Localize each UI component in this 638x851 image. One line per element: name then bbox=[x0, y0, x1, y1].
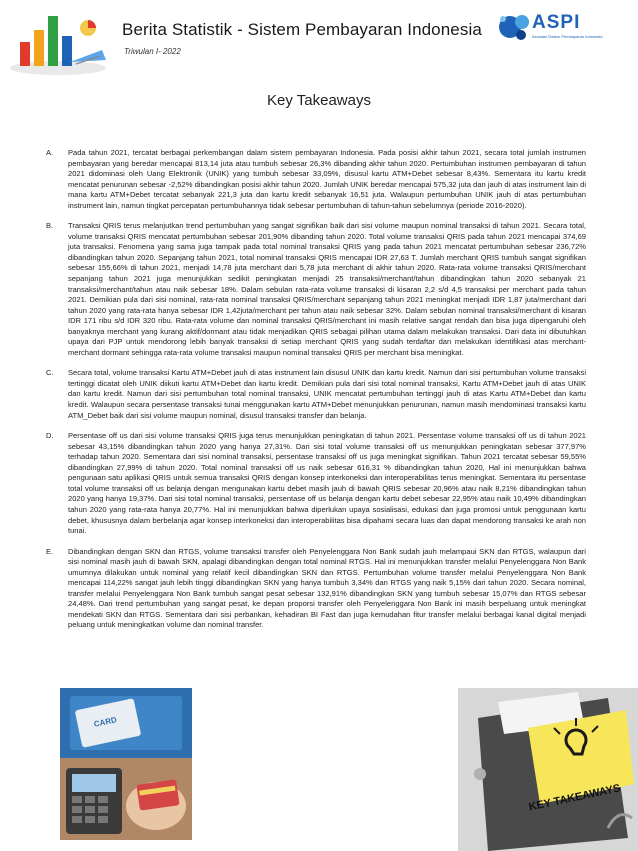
takeaway-item-a bbox=[46, 148, 586, 211]
item-text: Pada tahun 2021, tercatat berbagai perkembangan dalam sistem pembayaran Indonesia. Pada posisi akhir tahun 2021, secara total jumlah instrumen pembayaran yang beredar mencapai 813,14 juta atau tumbuh sebesar 26,3% dibanding akhir tahun 2020. Pertumbuhan instrumen pembayaran di tahun 2021 didominasi oleh Uang Elektronik (UNIK) yang tumbuh sebesar 33,09%, disusul kartu ATM+Debet sebesar 8,43%. Sementara itu kartu kredit mencatat penurunan sebesar -2,52% dibandingkan posisi akhir tahun 2020. Jumlah UNIK beredar mencapai 575,32 juta dan jauh di atas instrument lain di mana kartu ATM+Debet tercatat sebanyak 221,3 juta dan kartu kredit sebanyak 16,51 juta. Walaupun pertumbuhan UNIK jauh di atas pertumbuhan instrument lain, namun tingkat percepatan pertumbuhannya tidak sebesar pertumbuhan di tahun-tahun sebelumnya (periode 2016-2020). bbox=[68, 148, 586, 210]
item-text: Persentase off us dari sisi volume transaksi QRIS juga terus menunjukkan peningkatan di tahun 2021. Persentase volume transaksi off us di tahun 2021 sebesar 43,15% dibandingkan tahun 2020 yang hanya 27,31%. Dari sisi total volume transaksi off us menunjukkan peningkatan sebesar 377,97% terhadap tahun 2020. Sementara dari sisi nominal transaksi, persentase transaksi off us juga meningkat signifikan. Tahun 2021 tercatat sebesar 59,55% dibandingkan 27,99% di tahun 2020. Total nominal transaksi off us naik sebesar 616,31 % dibandingkan tahun 2020, Hal ini menunjukkan bahwa pengunaan satu aplikasi QRIS untuk semua transaksi QRIS dengan konsep interkoneksi dan interoperabilitas terus meningkat. Sementara itu persentase total volume transaksi off us belanja dengan mengunakan kartu debet masih jauh di bawah QRIS sebesar 20,96% atau naik 8,21% dibandingkan tahun 2020 yang hanya 19,37%. Dari sisi total nominal transaksi, persentase off us belanja dengan kartu debet sebesar 22,95% atau naik 10,49% dibandingkan tahun 2020 yang rata-rata hanya 20,77%. Hal ini menunjukkan bahwa diperlukan upaya sosialisasi, edukasi dan juga promosi untuk penggunaan kartu debet, khususnya dalam berbelanja agar konsep interkoneksi dan interoperabilitas bisa dipahami secara luas dan dapat mendorong transaksi ke arah non tunai. bbox=[68, 431, 586, 536]
item-letter: C. bbox=[46, 368, 54, 378]
brand-name: ASPI bbox=[532, 12, 581, 33]
page-header bbox=[0, 0, 638, 80]
item-letter: E. bbox=[46, 546, 54, 556]
takeaway-item-c bbox=[46, 368, 586, 421]
takeaway-item-b bbox=[46, 221, 586, 358]
report-period: Triwulan I- 2022 bbox=[124, 47, 181, 56]
report-title: Berita Statistik - Sistem Pembayaran Indonesia bbox=[122, 20, 482, 39]
item-letter: B. bbox=[46, 221, 54, 231]
takeaway-item-d bbox=[46, 431, 586, 536]
item-letter: A. bbox=[46, 148, 54, 157]
takeaway-item-e bbox=[46, 547, 586, 631]
page-heading: Key Takeaways bbox=[267, 92, 371, 109]
item-text: Secara total, volume transaksi Kartu ATM+Debet jauh di atas instrument lain disusul UNIK dan kartu kredit. Namun dari sisi pertumbuhan volume transaksi tertinggi dicatat oleh UNIK diikuti kartu ATM+Debet dan kartu kredit. Demikian pula dari sisi total nominal transaksi, Kartu ATM+Debet jauh di atas UNIK dan kartu kredit. Namun dari sisi pertumbuhan total nominal transaksi, UNIK mencatat pertumbuhan tertinggi jauh di atas Kartu ATM+Debet dan kartu kredit. Walaupun secara persentase transaksi tunai menggunakan kartu ATM+Debet menunjukkan penurunan, namun masih mendominasi transaksi kartu ATM_Debet baik dari sisi volume maupun nominal, disusul transaksi transfer dan belanja. bbox=[68, 368, 586, 420]
item-text: Transaksi QRIS terus melanjutkan trend pertumbuhan yang sangat signifikan baik dari sisi volume maupun nominal transaksi di tahun 2021. Secara total, volume transaksi QRIS mencatat pertumbuhan sebesar 201,90% dibanding tahun 2020. Total volume transaksi QRIS pada tahun 2021 mencapai 374,69 juta transaksi. Fenomena yang sama juga tampak pada total nominal transaksi QRIS yang pada tahun 2021 mencatat pertumbuhan sebesar 236,72% dibandingkan tahun 2020. Sepanjang tahun 2021, total nominal transaksi QRIS mencapai IDR 27,63 T. Jumlah merchant QRIS tumbuh sangat signifikan sebesar 155,66% di tahun 2021, menjadi 14,78 juta merchant dari 5,78 juta merchant di akhir tahun 2020. Rata-rata volume transaksi QRIS/merchant sepanjang tahun 2021 juga menunjukkan sedikit peningkatan menjadi 25 transaksi/merchant/tahun dibandingkan tahun 2020 sebanyak 21 transaksi/merchant/tahun atau naik sebesar 18%. Dalam sebulan rata-rata volume transaksi di kisaran 2,2 s/d 4,5 transaksi per merchant pada tahun 2021. Demikian pula dari sisi nominal, rata-rata nominal transaksi QRIS/merchant sepanjang tahun 2021 meningkat menjadi IDR 1,87 juta/merchant dari tahun 2020 yang rata-rata hanya sebesar IDR 1,42juta/merchant per tahun atau naik sebesar 32%. Dalam sebulan nominal transaksi/merchant di kisaran IDR 171 ribu s/d IDR 320 ribu. Rata-rata volume dan nominal transaksi QRIS/merchant ini masih relative sangat rendah dan bisa juga dipengaruhi oleh banyaknya merchant yang kurang aktif/dormant atau tidak menjadikan QRIS sebagai pilihan utama dalam melakukan transaksi. Dari data ini dibutuhkan upaya dari PJP untuk mendorong lebih banyak transaksi di setiap merchant QRIS yang sudah terdaftar dan melakukan identifikasi atas merchant-merchant dormant sehingga rata-rata volume transaksi maupun nominal transaksi QRIS per merchant bisa meningkat. bbox=[68, 221, 586, 357]
item-text: Dibandingkan dengan SKN dan RTGS, volume transaksi transfer oleh Penyelenggara Non Bank sudah jauh melampaui SKN dan RTGS, walaupun dari sisi nominal masih jauh di bawah SKN, apalagi dibandingkan dengan total nominal RTGS. Hal ini menunjukkan transfer melalui Penyelenggara Non Bank umumnya dilakukan untuk nominal yang relatif kecil dibandingkan SKN dan RTGS. Pertumbuhan volume transfer melalui Penyelenggara Non Bank mencapai 114,22% sangat jauh lebih tinggi dibandingkan SKN yang hanya tumbuh 3,34% dan RTGS yang naik 5,15% dari tahun 2020. Secara nominal, transfer melalui Penyelenggara Non Bank tumbuh sangat pesat sebesar 132,91% dibandingkan SKN yang tumbuh sebesar 15,07% dan RTGS sebesar 24,48%. Dari trend pertumbuhan yang sangat pesat, ke depan proporsi transfer oleh Penyelenggara Non Bank ini masih berpeluang untuk meningkat mendekati SKN dan RTGS. Sementara dari sisi perbankan, kehadiran BI Fast dan juga kemudahan fitur transfer melalui berbagai kanal digital menjadi peluang untuk meningkatkan volume dan nominal transfer. bbox=[68, 546, 586, 630]
card-label: CARD bbox=[93, 715, 118, 729]
item-letter: D. bbox=[46, 431, 54, 441]
brand-tagline: Asosiasi Sistem Pembayaran Indonesia bbox=[532, 34, 603, 39]
takeaways-list bbox=[46, 148, 586, 631]
key-takeaways-photo bbox=[458, 688, 638, 851]
bar-chart-icon bbox=[6, 6, 114, 76]
payment-photo bbox=[60, 688, 192, 840]
sticker-label: KEY TAKEAWAYS bbox=[527, 782, 622, 814]
